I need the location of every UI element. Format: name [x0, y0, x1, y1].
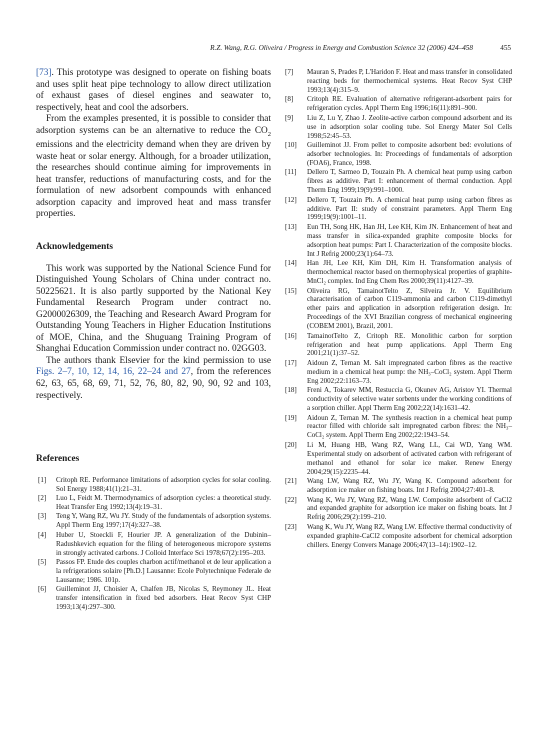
paragraph-text: , from the references 62, 63, 65, 68, 69, 71, 52, 76, 80, 82, 90, 90, 92 and 103, respectively. [36, 367, 272, 401]
reference-text: Wang K, Wu JY, Wang RZ, Wang LW. Effective thermal conductivity of expanded graphite-CaCl2 composite adsorbent for chemical adsorption chillers. Energy Convers Manage 2006;47(13–14):1902–12. [307, 522, 512, 549]
reference-number: [15] [285, 286, 297, 295]
reference-text: Aidoun Z, Ternan M. Salt impregnated carbon fibres as the reactive medium in a chemical heat pump: the NH₃–CoCl₂ system. Appl Therm Eng 2002;22:1163–73. [307, 358, 512, 385]
reference-item [285, 168, 512, 195]
reference-text: Huber U, Stoeckli F, Hourier JP. A generalization of the Dubinin–Radushkevich equation for the filing of heterogeneous micropore systems in strongly activated carbons. J Colloid Interface Sci 1978;67(2):195–203. [56, 530, 271, 557]
reference-number: [19] [285, 413, 297, 422]
subscript: 2 [267, 130, 271, 138]
running-head: R.Z. Wang, R.G. Oliveira / Progress in Energy and Combustion Science 32 (2006) 424–458 [210, 44, 473, 52]
reference-item [285, 386, 512, 413]
reference-text: Eun TH, Song HK, Han JH, Lee KH, Kim JN. Enhancement of heat and mass transfer in silica-expanded graphite composite blocks for adsorption heat pumps: Part I. Characterization of the composite blocks. Int J Refrig 2000;23(1):64–73. [307, 222, 512, 258]
reference-number: [3] [38, 512, 47, 521]
reference-number: [13] [285, 222, 297, 231]
figure-links[interactable]: Figs. 2–7, 10, 12, 14, 16, 22–24 and 27 [36, 367, 191, 378]
reference-item [36, 494, 271, 512]
reference-item [285, 114, 512, 141]
reference-number: [7] [285, 68, 294, 76]
reference-text: Dellero T, Touzain Ph. A chemical heat pump using carbon fibres as additive. Part II: study of constraint parameters. Appl Therm Eng 1999;19(9):1001–11. [307, 195, 512, 222]
reference-link-73[interactable]: [73] [36, 68, 52, 78]
reference-number: [17] [285, 358, 297, 367]
reference-number: [11] [285, 168, 297, 177]
reference-item [285, 259, 512, 286]
reference-text: Freni A, Tokarev MM, Restuccia G, Okunev AG, Aristov YI. Thermal conductivity of selective water sorbents under the working conditions of a sorption chiller. Appl Therm Eng 2002;22(14):1631–42. [307, 386, 512, 413]
reference-text: Mauran S, Prades P, L'Haridon F. Heat and mass transfer in consolidated reacting beds for thermochemical systems. Heat Recov Syst CHP 1993;13(4):315–9. [307, 68, 512, 94]
running-header [36, 44, 511, 56]
reference-number: [16] [285, 331, 297, 340]
reference-item [285, 496, 512, 523]
reference-item [285, 523, 512, 550]
reference-number: [21] [285, 477, 297, 486]
reference-item [36, 558, 271, 585]
reference-number: [6] [38, 585, 47, 594]
reference-item [285, 477, 512, 495]
reference-number: [4] [38, 530, 47, 539]
reference-text: TamainotTelto Z, Critoph RE. Monolithic carbon for sorption refrigeration and heat pump applications. Appl Therm Eng 2001;21(1):37–52. [307, 331, 512, 358]
paragraph-conclusion [36, 114, 271, 221]
reference-item [36, 512, 271, 530]
reference-number: [12] [285, 195, 297, 204]
acknowledgements-heading: Acknowledgements [36, 241, 113, 252]
left-column [36, 68, 271, 613]
reference-item [36, 531, 271, 558]
paragraph-text: From the examples presented, it is possible to consider that adsorption systems can be an alternative to reduce the CO [36, 114, 271, 136]
reference-item [285, 196, 512, 223]
reference-item [285, 414, 512, 441]
reference-item [285, 223, 512, 259]
reference-number: [5] [38, 558, 47, 567]
reference-item [285, 359, 512, 386]
reference-number: [18] [285, 386, 297, 395]
reference-number: [9] [285, 113, 294, 122]
reference-text: Guilleminot JJ. From pellet to composite adsorbent bed: evolutions of adsorber technologies. In: Proceedings of fundamentals of adsorption (FOA6), France, 1998. [307, 141, 512, 167]
reference-item [285, 68, 512, 95]
reference-text: Li M, Huang HB, Wang RZ, Wang LL, Cai WD, Yang WM. Experimental study on adsorbent of activated carbon with refrigerant of methanol and ethanol for solar ice maker. Renew Energy 2004;29(15):2235–44. [307, 440, 512, 476]
reference-text: Oliveira RG, TamainotTelto Z, Silveira Jr. V. Equilibrium characterisation of carbon C119-ammonia and carbon C119-dimethyl ether pairs and application in adsorption refrigeration design. In: Proceedings of the XVI Brazilian congress of mechanical engineering (COBEM 2001), Brazil, 2001. [307, 286, 512, 331]
reference-item [285, 287, 512, 332]
reference-text: Critoph RE. Performance limitations of adsorption cycles for solar cooling. Sol Energy 1988;41(1):21–31. [56, 475, 271, 493]
reference-item [36, 585, 271, 612]
references-heading: References [36, 454, 80, 465]
page-number: 455 [500, 44, 511, 52]
reference-number: [22] [285, 495, 297, 504]
permission-paragraph [36, 356, 271, 402]
reference-number: [10] [285, 141, 297, 150]
reference-number: [1] [38, 475, 47, 484]
reference-text: Passos FP. Etude des couples charbon actif/methanol et de leur application a la refrigerations solaire [Ph.D.] Lausanne: Ecole Polytechnique Federale de Lausanne; 1986. 101p. [56, 558, 271, 584]
reference-text: Wang LW, Wang RZ, Wu JY, Wang K. Compound adsorbent for adsorption ice maker on fishing boats. Int J Refrig 2004;27:401–8. [307, 477, 512, 494]
reference-item [285, 332, 512, 359]
acknowledgements-paragraph: This work was supported by the National Science Fund for Distinguished Young Scholars of China under contract no. 50225621. It is also partly supported by the National Key Fundamental Research Program under contract no. G2000026309, the Teaching and Research Award Program for Outstanding Young Teachers in Higher Education Institutions of MOE, China, and the Shuguang Training Program of Shanghai Education Commission under contract no. 02GG03. [36, 263, 271, 355]
right-column [285, 68, 512, 550]
reference-number: [2] [38, 494, 47, 503]
reference-text: Aidoun Z, Ternan M. The synthesis reaction in a chemical heat pump reactor filled with chloride salt impregnated carbon fibres: the NH₃–CoCl₂ system. Appl Therm Eng 2002;22:1943–54. [307, 413, 512, 440]
reference-text: Luo L, Feidt M. Thermodynamics of adsorption cycles: a theoretical study. Heat Transfer Eng 1992;13(4):19–31. [56, 494, 271, 511]
reference-text: Wang K, Wu JY, Wang RZ, Wang LW. Composite adsorbent of CaCl2 and expanded graphite for adsorption ice maker on fishing boats. Int J Refrig 2006;29(2):199–210. [307, 495, 512, 522]
reference-text: Teng Y, Wang RZ, Wu JY. Study of the fundamentals of adsorption systems. Appl Therm Eng 1997;17(4):327–38. [56, 512, 271, 530]
reference-text: Liu Z, Lu Y, Zhao J. Zeolite-active carbon compound adsorbent and its use in adsorption solar cooling tube. Sol Energy Mater Sol Cells 1998;52:45–53. [307, 113, 512, 140]
reference-item [36, 476, 271, 494]
reference-item [285, 141, 512, 168]
paragraph-text: emissions and the electricity demand when they are driven by waste heat or solar energy. Although, for a broader utilization, the researches should continue aiming for improvements in heat transfer, reductions of manufacturing costs, and for the formulation of new adsorbent compounds with enhanced adsorption capacity and improved heat and mass transfer properties. [36, 140, 271, 220]
paragraph-text: . This prototype was designed to operate on fishing boats and uses split heat pipe technology to allow direct utilization of exhaust gases of diesel engines and seawater to, respectively, heat and cool the adsorbers. [36, 68, 271, 113]
reference-item [285, 441, 512, 477]
reference-text: Critoph RE. Evaluation of alternative refrigerant-adsorbent pairs for refrigeration cycles. Appl Therm Eng 1996;16(11):891–900. [307, 95, 512, 113]
reference-text: Dellero T, Sarmeo D, Touzain Ph. A chemical heat pump using carbon fibres as additive. Part I: enhancement of thermal conduction. Appl Therm Eng 1999;19(9):991–1000. [307, 168, 512, 195]
reference-number: [8] [285, 95, 294, 104]
reference-text: Han JH, Lee KH, Kim DH, Kim H. Transformation analysis of thermochemical reactor based on thermophysical properties of graphite-MnCl₂ complex. Ind Eng Chem Res 2000;39(11):4127–39. [307, 259, 512, 285]
reference-number: [14] [285, 259, 297, 268]
reference-list-left [36, 476, 271, 613]
paragraph-text: The authors thank Elsevier for the kind permission to use [46, 355, 271, 366]
reference-number: [20] [285, 440, 297, 449]
reference-number: [23] [285, 522, 297, 531]
reference-list-right [285, 68, 512, 550]
paragraph-prototype [36, 68, 271, 114]
reference-text: Guilleminot JJ, Choisier A, Chalfen JB, Nicolas S, Reymoney JL. Heat transfer intensification in fixed bed adsorbers. Heat Recov Syst CHP 1993;13(4):297–300. [56, 585, 271, 612]
reference-item [285, 95, 512, 113]
